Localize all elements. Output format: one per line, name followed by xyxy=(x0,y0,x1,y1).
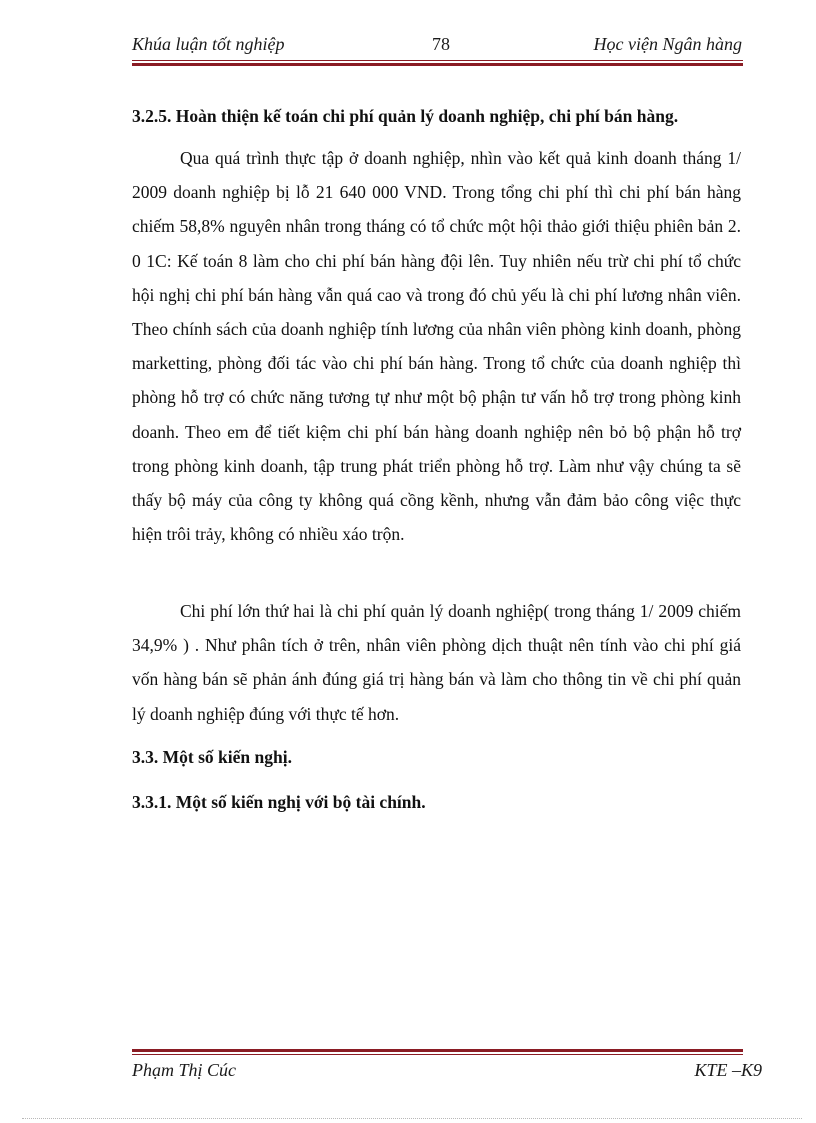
header-rule-thin xyxy=(132,60,743,61)
header-thesis-label: Khúa luận tốt nghiệp xyxy=(132,34,285,54)
section-heading-3-3: 3.3. Một số kiến nghị. xyxy=(132,747,292,767)
section-heading-3-3-1: 3.3.1. Một số kiến nghị với bộ tài chính. xyxy=(132,792,426,812)
footer-rule-thin xyxy=(132,1054,743,1055)
page-header xyxy=(132,32,742,60)
footer-author: Phạm Thị Cúc xyxy=(132,1060,237,1080)
paragraph-1-text: Qua quá trình thực tập ở doanh nghiệp, nhìn vào kết quả kinh doanh tháng 1/ 2009 doanh nghiệp bị lỗ 21 640 000 VND. Trong tổng chi phí thì chi phí bán hàng chiếm 58,8% nguyên nhân trong tháng có tổ chức một hội thảo giới thiệu phiên bản 2. 0 1C: Kế toán 8 làm cho chi phí bán hàng đội lên. Tuy nhiên nếu trừ chi phí tổ chức hội nghị chi phí bán hàng vẫn quá cao và trong đó chủ yếu là chi phí lương nhân viên. Theo chính sách của doanh nghiệp tính lương của nhân viên phòng kinh doanh, phòng marketting, phòng đối tác vào chi phí bán hàng. Trong tổ chức của doanh nghiệp thì phòng hỗ trợ có chức năng tương tự như một bộ phận tư vấn hỗ trợ trong phòng kinh doanh. Theo em để tiết kiệm chi phí bán hàng doanh nghiệp nên bỏ bộ phận hỗ trợ trong phòng kinh doanh, tập trung phát triển phòng hỗ trợ. Làm như vậy chúng ta sẽ thấy bộ máy của công ty không quá cồng kềnh, nhưng vẫn đảm bảo công việc thực hiện trôi trảy, không có nhiều xáo trộn. xyxy=(132,148,741,545)
header-rule-thick xyxy=(132,63,743,66)
footer-class-code: KTE –K9 xyxy=(694,1060,762,1080)
paragraph-2 xyxy=(132,594,741,731)
paragraph-2-text: Chi phí lớn thứ hai là chi phí quản lý doanh nghiệp( trong tháng 1/ 2009 chiếm 34,9% ) . Như phân tích ở trên, nhân viên phòng dịch thuật nên tính vào chi phí giá vốn hàng bán sẽ phản ánh đúng giá trị hàng bán và làm cho thông tin về chi phí quản lý doanh nghiệp đúng với thực tế hơn. xyxy=(132,601,741,724)
header-institution: Học viện Ngân hàng xyxy=(593,34,742,54)
page-footer xyxy=(132,1058,762,1084)
paragraph-1 xyxy=(132,141,741,551)
footer-rule-thick xyxy=(132,1049,743,1052)
header-page-number: 78 xyxy=(432,34,450,54)
page-bottom-dotted-line xyxy=(22,1118,802,1119)
section-heading-3-2-5: 3.2.5. Hoàn thiện kế toán chi phí quản lý doanh nghiệp, chi phí bán hàng. xyxy=(132,106,679,126)
